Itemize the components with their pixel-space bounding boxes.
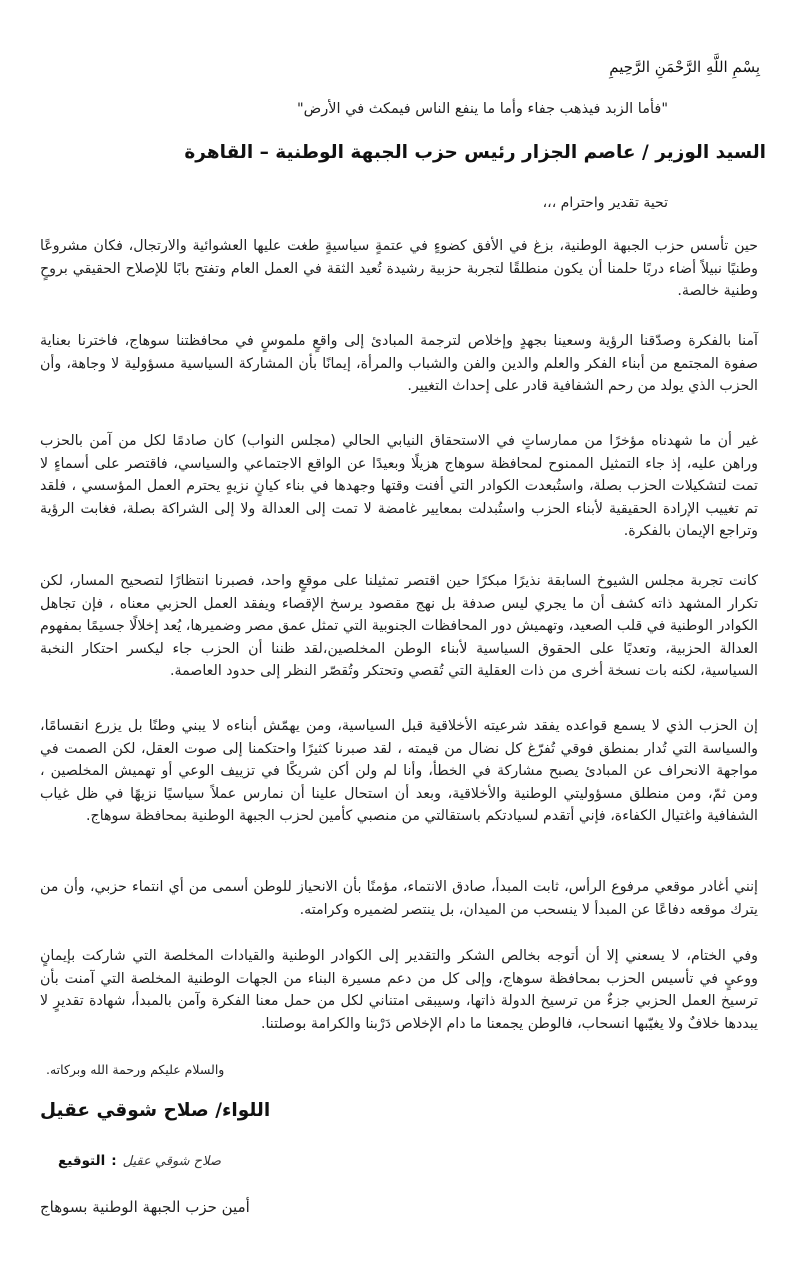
body-paragraph-elections: غير أن ما شهدناه مؤخرًا من ممارساتٍ في الاستحقاق النيابي الحالي (مجلس النواب) كان صادمًا لكل من آمن بالحزب وراهن عليه، إذ جاء التمثيل الممنوح لمحافظة سوهاج هزيلًا وبعيدًا عن الواقع الاجتماعي والسياسي، فاقتصر على أسماءٍ لا تمت لتشكيلات الحزب بصلة، واستُبعدت الكوادر التي أفنت وقتها وجهدها في بناء كيانٍ نزيهٍ يحترم العمل المؤسسي ، فلقد تم تغييب الإرادة الحقيقية لأبناء الحزب واستُبدلت بمعايير غامضة لا تمت إلى العدالة ولا إلى الشراكة بصلة، فغابت الرؤية وتراجع الإيمان بالفكرة. — [40, 433, 758, 539]
body-paragraph-departure: إنني أغادر موقعي مرفوع الرأس، ثابت المبدأ، صادق الانتماء، مؤمنًا بأن الانحياز للوطن أسمى من أي انتماء حزبي، وأن من يترك موقعه دفاعًا عن المبدأ لا ينسحب من الميدان، بل ينتصر لضميره وكرامته. — [40, 879, 758, 918]
body-paragraph-belief: آمنا بالفكرة وصدّقنا الرؤية وسعينا بجهدٍ وإخلاص لترجمة المبادئ إلى واقعٍ ملموسٍ في محافظتنا سوهاج، فاخترنا بعناية صفوة المجتمع من أبناء الفكر والعلم والدين والفن والشباب والمرأة، إيمانًا بأن المشاركة السياسية مسؤولية لا وجاهة، وأن الحزب الذي يولد من رحم الشفافية قادر على إحداث التغيير. — [40, 333, 758, 394]
body-paragraph-founding: حين تأسس حزب الجبهة الوطنية، بزغ في الأفق كضوءٍ في عتمةٍ سياسيةٍ طغت عليها العشوائية والارتجال، فكان مشروعًا وطنيًا نبيلاً أضاء دربًا حلمنا أن يكون منطلقًا لتجربة حزبية رشيدة تُعيد الثقة في العمل العام وتفتح بابًا للإصلاح الحقيقي بروحٍ وطنية خالصة. — [40, 238, 758, 299]
body-paragraph-senate: كانت تجربة مجلس الشيوخ السابقة نذيرًا مبكرًا حين اقتصر تمثيلنا على موقعٍ واحد، فصبرنا انتظارًا لتصحيح المسار، لكن تكرار المشهد ذاته كشف أن ما يجري ليس صدفة بل نهج مقصود يرسخ الإقصاء ويفقد العمل الحزبي معناه ، فإن تجاهل الكوادر الوطنية في قلب الصعيد، وتهميش دور المحافظات الجنوبية التي تمثل عمق مصر وضميرها، يُعد إخلالًا جسيمًا بمفهوم العدالة الحزبية، وتعديًا على الحقوق السياسية لأبناء الوطن المخلصين،لقد ظننا أن الحزب جاء ليكسر احتكار النخبة السياسية، لكنه بات نسخة أخرى من ذات العقلية التي تُقصي وتحتكر وتُقصّر النظر إلى حدود العاصمة. — [40, 573, 758, 679]
signature-colon: : — [111, 1153, 117, 1169]
closing-salutation: والسلام عليكم ورحمة الله وبركاته. — [46, 1062, 225, 1077]
addressee-line: السيد الوزير / عاصم الجزار رئيس حزب الجبهة الوطنية – القاهرة — [184, 142, 766, 163]
signer-title: أمين حزب الجبهة الوطنية بسوهاج — [40, 1198, 250, 1216]
handwritten-signature: صلاح شوقي عقيل — [122, 1154, 221, 1169]
signature-label: التوقيع — [58, 1153, 106, 1169]
greeting: تحية تقدير واحترام ،،، — [542, 195, 668, 211]
body-paragraph-resignation: إن الحزب الذي لا يسمع قواعده يفقد شرعيته الأخلاقية قبل السياسية، ومن يهمّش أبناءه لا يبني وطنًا بل يزرع انقسامًا، والسياسة التي تُدار بمنطق فوقي تُفرّغ كل نضال من قيمته ، لقد صبرنا كثيرًا واحتكمنا إلى صوت العقل، لكن الصمت في مواجهة الانحراف عن المبادئ يصبح مشاركة في الخطأ، وأنا لم ولن أكن شريكًا في تزييف الوعي أو تهميش المخلصين ، ومن ثمّ، ومن منطلق مسؤوليتي الوطنية والأخلاقية، وبعد أن استحال علينا أن نمارس عملاً سياسيًا نزيهًا في ظل غياب الشفافية واغتيال الكفاءة، فإني أتقدم لسيادتكم باستقالتي من منصبي كأمين لحزب الجبهة الوطنية بمحافظة سوهاج. — [40, 718, 758, 824]
signature-block — [58, 1153, 221, 1169]
signer-name: اللواء/ صلاح شوقي عقيل — [40, 1100, 271, 1121]
basmala-heading: بِسْمِ اللَّهِ الرَّحْمَنِ الرَّحِيمِ — [609, 58, 760, 76]
opening-quote: "فأما الزبد فيذهب جفاء وأما ما ينفع الناس فيمكث في الأرض" — [297, 101, 668, 117]
body-paragraph-thanks: وفي الختام، لا يسعني إلا أن أتوجه بخالص الشكر والتقدير إلى الكوادر الوطنية والقيادات المخلصة التي شاركت بإيمانٍ ووعيٍ في تأسيس الحزب بمحافظة سوهاج، وإلى كل من دعم مسيرة البناء من الجهات الوطنية المخلصة التي آمنت بأن ترسيخ العمل الحزبي جزءٌ من ترسيخ الدولة ذاتها، وسيبقى امتناني لكل من حمل معنا الفكرة وآمن بالمبدأ، شهادة تقديرٍ لا يبددها خلافٌ ولا يغيّبها انسحاب، فالوطن يجمعنا ما دام الإخلاص دَرْبنا والكرامة بوصلتنا. — [40, 948, 758, 1032]
